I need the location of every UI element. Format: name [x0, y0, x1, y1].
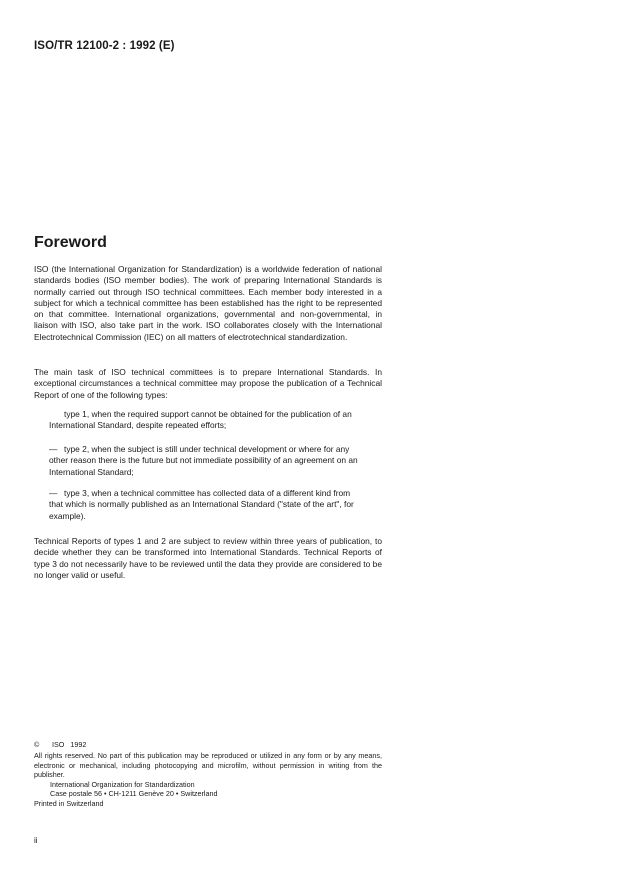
document-designation: ISO/TR 12100-2 : 1992 (E) [34, 40, 175, 52]
copyright-text: ISO 1992 [52, 740, 87, 749]
copyright-footer [34, 740, 382, 809]
organization-name: International Organization for Standardization [50, 779, 195, 789]
list-dash: — [49, 488, 58, 498]
organization-address: Case postale 56 • CH-1211 Genève 20 • Switzerland [50, 789, 218, 799]
copyright-icon: © [34, 740, 40, 749]
list-item-type-3 [49, 488, 382, 522]
list-dash: — [49, 444, 58, 454]
list-item-type-2 [49, 444, 382, 478]
list-item-line: type 2, when the subject is still under technical development or where for any [64, 444, 350, 454]
section-title: Foreword [34, 234, 107, 251]
rights-statement: All rights reserved. No part of this publication may be reproduced or utilized in any form or by any means, electronic or mechanical, including photocopying and microfilm, without permission in writing from the publisher. [34, 751, 382, 780]
foreword-paragraph-1: ISO (the International Organization for Standardization) is a worldwide federation of national standards bodies (ISO member bodies). The work of preparing International Standards is normally carried out through ISO technical committees. Each member body interested in a subject for which a technical committee has been established has the right to be represented on that committee. International organizations, governmental and non-governmental, in liaison with ISO, also take part in the work. ISO collaborates closely with the International Electrotechnical Commission (IEC) on all matters of electrotechnical standardization. [34, 264, 382, 342]
list-item-line: type 3, when a technical committee has collected data of a different kind from [64, 488, 351, 498]
list-item-line: type 1, when the required support cannot be obtained for the publication of an [64, 409, 352, 419]
printed-in: Printed in Switzerland [34, 799, 104, 809]
foreword-paragraph-3: Technical Reports of types 1 and 2 are subject to review within three years of publication, to decide whether they can be transformed into International Standards. Technical Reports of type 3 do not necessarily have to be reviewed until the data they provide are considered to be no longer valid or useful. [34, 536, 382, 580]
list-item-continuation: other reason there is the future but not immediate possibility of an agreement on an International Standard; [49, 455, 358, 477]
list-item-continuation: International Standard, despite repeated efforts; [49, 420, 227, 431]
list-item-continuation: that which is normally published as an International Standard ("state of the art", for example). [49, 499, 354, 521]
foreword-paragraph-2: The main task of ISO technical committees is to prepare International Standards. In exceptional circumstances a technical committee may propose the publication of a Technical Report of one of the following types: [34, 367, 382, 400]
list-item-type-1 [49, 409, 382, 432]
page-number: ii [34, 836, 38, 845]
